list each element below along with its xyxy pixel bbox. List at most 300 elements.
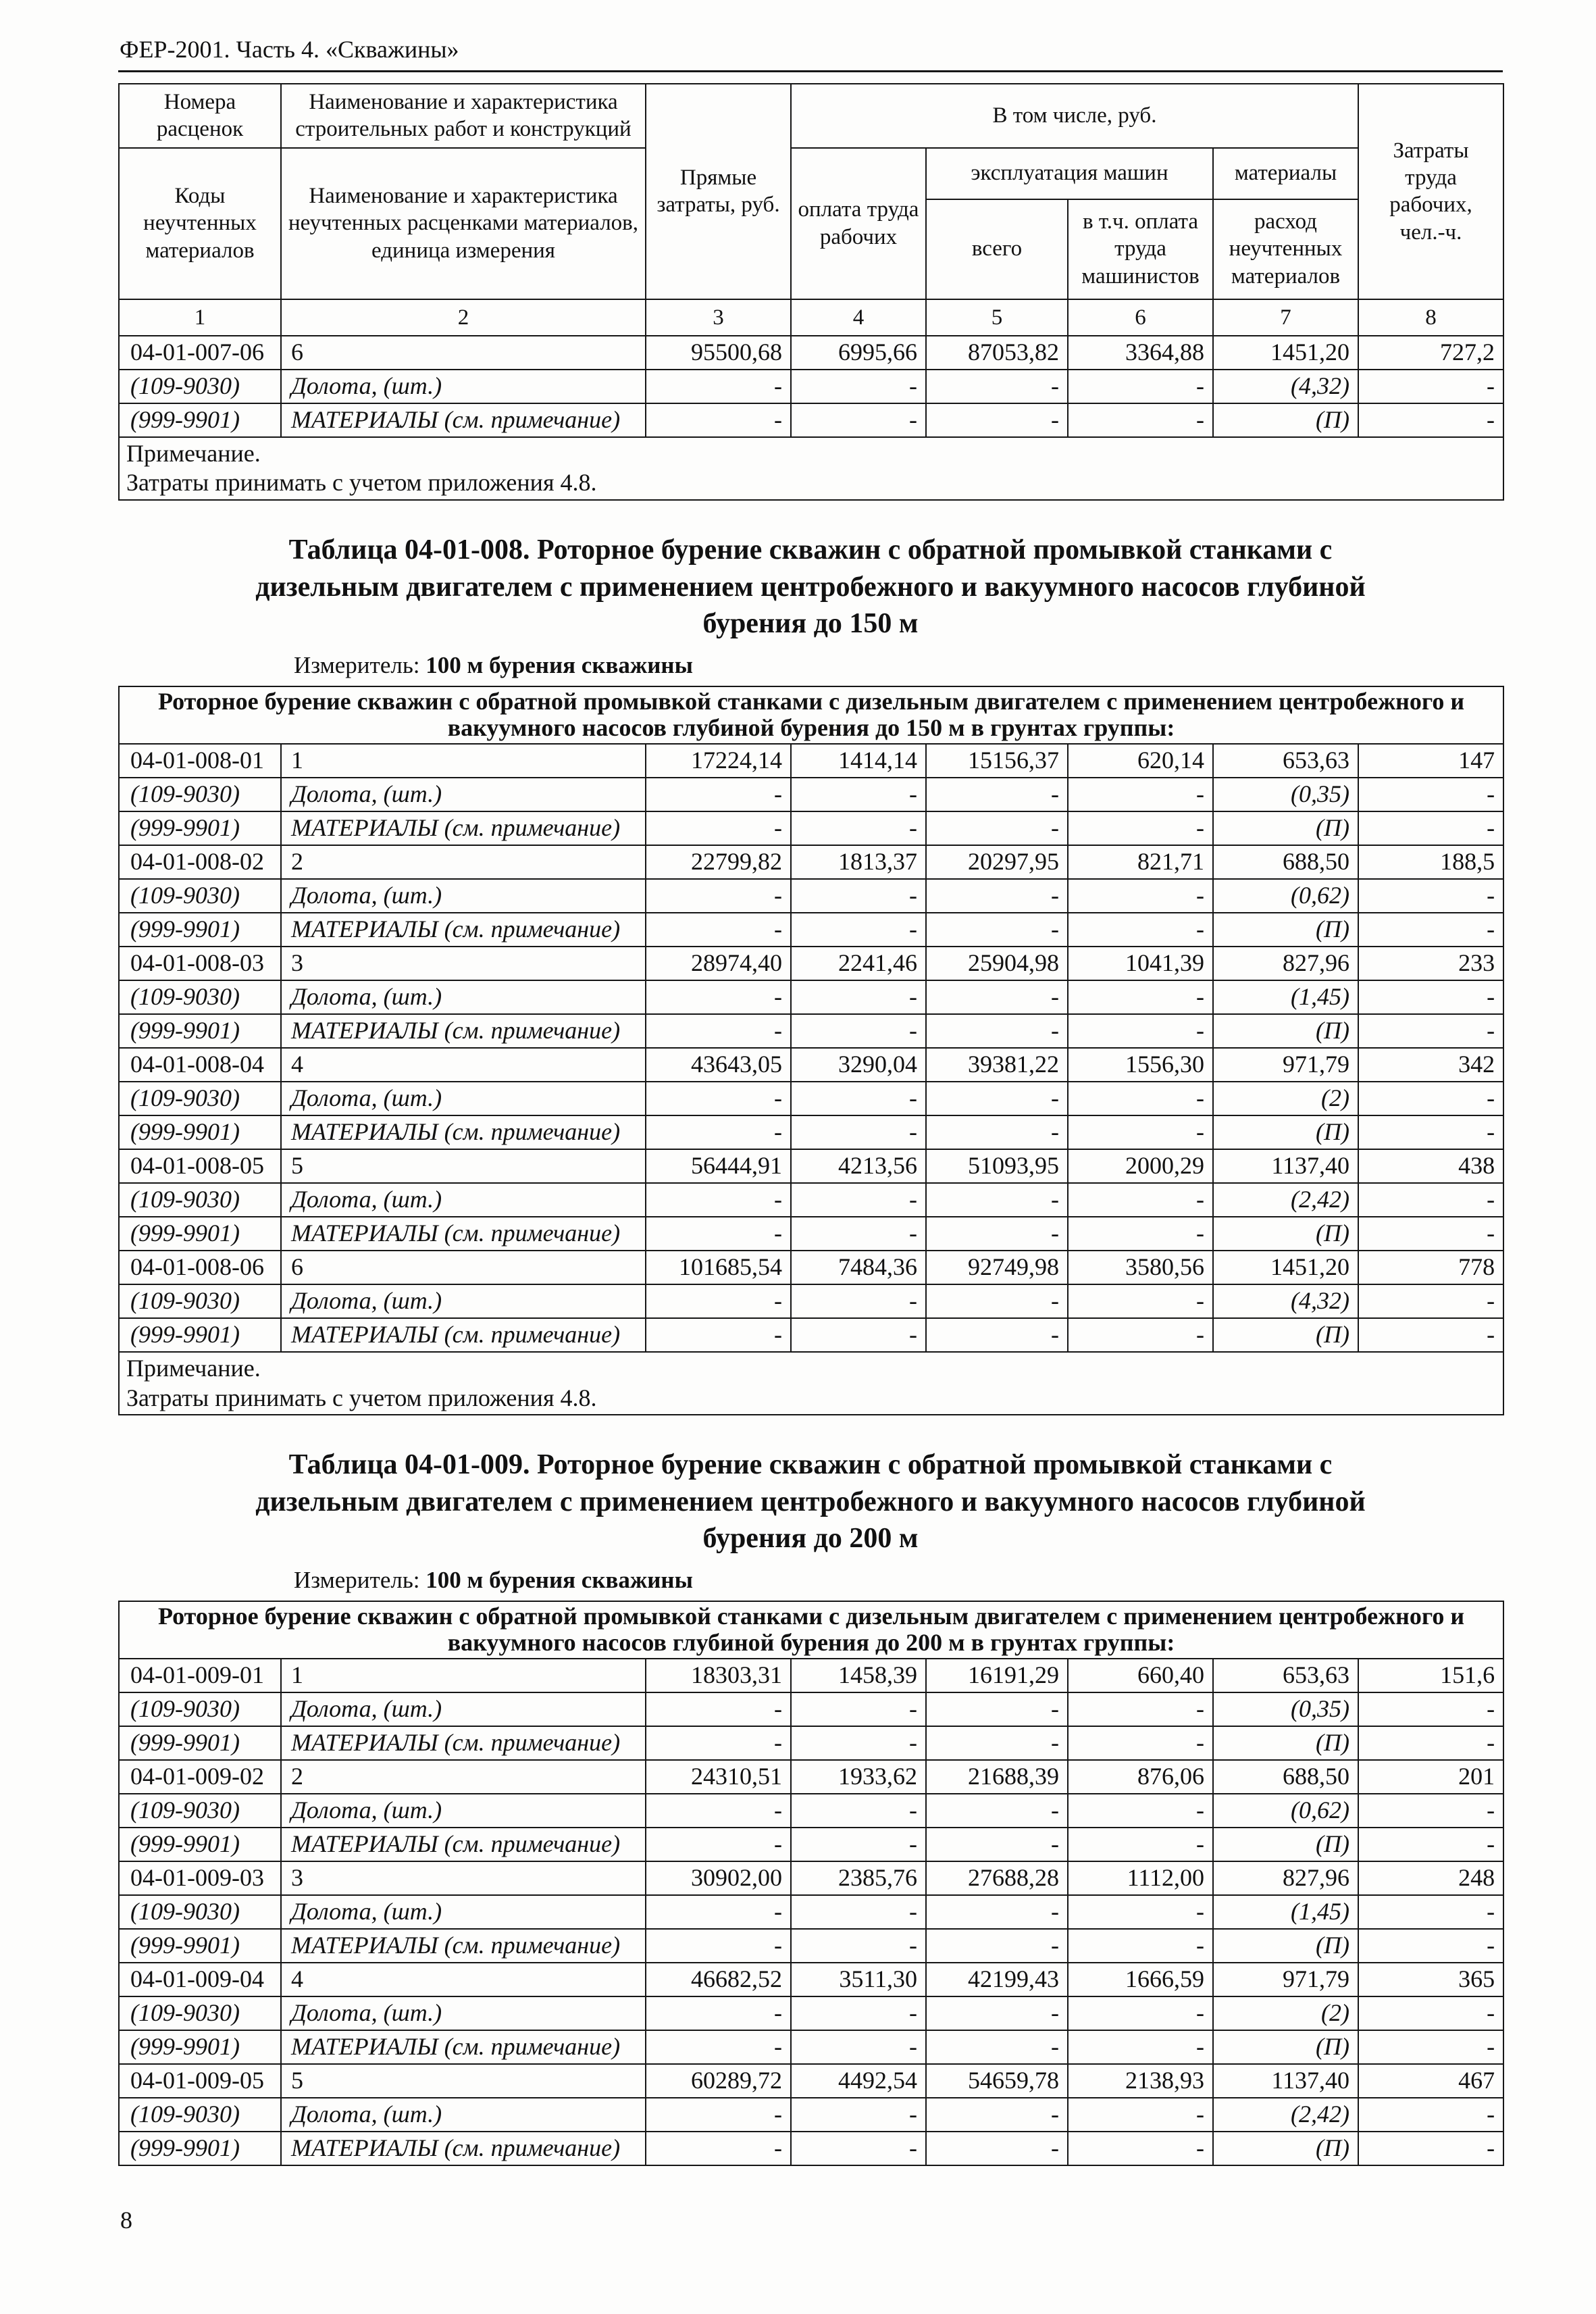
measure-label: Измеритель: [294, 651, 420, 678]
labor-hours-cell: - [1358, 2030, 1503, 2064]
rate-code-cell: 04-01-007-06 [119, 336, 281, 370]
machines-total-cell: 25904,98 [926, 947, 1068, 980]
rate-code-cell: (109-9030) [119, 1996, 281, 2030]
labor-hours-cell: - [1358, 1318, 1503, 1352]
materials-cell: 971,79 [1213, 1048, 1358, 1082]
machinists-pay-cell: - [1068, 1014, 1213, 1048]
rates-table-009 [118, 1601, 1504, 2166]
labor-hours-cell: - [1358, 1794, 1503, 1828]
direct-costs-cell: - [646, 403, 791, 437]
table-009-measure [294, 1567, 1503, 1594]
labor-hours-cell: 188,5 [1358, 845, 1503, 879]
work-name-cell: 1 [281, 744, 646, 778]
materials-cell: (2) [1213, 1996, 1358, 2030]
labor-hours-cell: - [1358, 1284, 1503, 1318]
rate-code-cell: 04-01-008-02 [119, 845, 281, 879]
unaccounted-material-row [119, 1828, 1503, 1861]
unaccounted-material-row [119, 778, 1503, 811]
direct-costs-cell: - [646, 1895, 791, 1929]
materials-cell: (П) [1213, 2030, 1358, 2064]
labor-pay-cell: 3290,04 [791, 1048, 926, 1082]
rate-row [119, 1149, 1503, 1183]
rate-row [119, 1251, 1503, 1284]
unaccounted-material-row [119, 1115, 1503, 1149]
work-name-cell: Долота, (шт.) [281, 1692, 646, 1726]
direct-costs-cell: 60289,72 [646, 2064, 791, 2098]
labor-hours-header: Затраты труда рабочих, чел.-ч. [1358, 84, 1503, 299]
labor-hours-cell: 467 [1358, 2064, 1503, 2098]
work-name-cell: МАТЕРИАЛЫ (см. примечание) [281, 1014, 646, 1048]
labor-hours-cell: - [1358, 1692, 1503, 1726]
work-name-cell: МАТЕРИАЛЫ (см. примечание) [281, 2030, 646, 2064]
unaccounted-material-row [119, 370, 1503, 403]
direct-costs-cell: - [646, 1929, 791, 1963]
machinists-pay-cell: 1666,59 [1068, 1963, 1213, 1996]
labor-pay-cell: 6995,66 [791, 336, 926, 370]
materials-cell: (П) [1213, 2132, 1358, 2165]
rate-row [119, 1760, 1503, 1794]
materials-cell: (П) [1213, 403, 1358, 437]
rate-code-cell: (999-9901) [119, 1217, 281, 1251]
labor-pay-cell: 2241,46 [791, 947, 926, 980]
direct-costs-cell: 24310,51 [646, 1760, 791, 1794]
unaccounted-material-row [119, 1726, 1503, 1760]
column-number: 4 [791, 299, 926, 336]
rate-code-cell: (109-9030) [119, 1895, 281, 1929]
rate-code-cell: (109-9030) [119, 879, 281, 913]
direct-costs-cell: - [646, 1082, 791, 1115]
direct-costs-cell: - [646, 1692, 791, 1726]
direct-costs-cell: 46682,52 [646, 1963, 791, 1996]
work-name-cell: 1 [281, 1659, 646, 1692]
unaccounted-material-row [119, 2132, 1503, 2165]
machinists-pay-cell: - [1068, 403, 1213, 437]
materials-cell: (П) [1213, 1828, 1358, 1861]
labor-hours-cell: - [1358, 370, 1503, 403]
machinists-pay-cell: 1556,30 [1068, 1048, 1213, 1082]
rate-code-cell: (999-9901) [119, 1014, 281, 1048]
labor-hours-cell: - [1358, 1929, 1503, 1963]
rate-code-cell: (999-9901) [119, 811, 281, 845]
machines-total-cell: - [926, 1828, 1068, 1861]
machinists-pay-cell: - [1068, 879, 1213, 913]
labor-pay-cell: - [791, 1082, 926, 1115]
machines-total-cell: 39381,22 [926, 1048, 1068, 1082]
machines-total-cell: 20297,95 [926, 845, 1068, 879]
materials-cell: 1451,20 [1213, 336, 1358, 370]
rate-code-cell: 04-01-009-01 [119, 1659, 281, 1692]
column-numbers-row [119, 299, 1503, 336]
machines-total-cell: 51093,95 [926, 1149, 1068, 1183]
unaccounted-material-row [119, 1895, 1503, 1929]
machinists-pay-cell: - [1068, 1828, 1213, 1861]
col1-bottom-header: Коды неучтенных материалов [119, 148, 281, 299]
rate-code-cell: (109-9030) [119, 1692, 281, 1726]
machines-total-cell: 21688,39 [926, 1760, 1068, 1794]
machinists-pay-cell: 2138,93 [1068, 2064, 1213, 2098]
labor-pay-cell: - [791, 1996, 926, 2030]
machines-total-cell: - [926, 980, 1068, 1014]
labor-pay-cell: 4213,56 [791, 1149, 926, 1183]
doc-header-text: ФЕР-2001. Часть 4. «Скважины» [120, 36, 459, 63]
rate-code-cell: (999-9901) [119, 1929, 281, 1963]
direct-costs-cell: - [646, 1183, 791, 1217]
work-name-cell: Долота, (шт.) [281, 1284, 646, 1318]
labor-hours-cell: 727,2 [1358, 336, 1503, 370]
materials-cell: (0,62) [1213, 1794, 1358, 1828]
labor-pay-cell: 1414,14 [791, 744, 926, 778]
machinists-pay-cell: - [1068, 1794, 1213, 1828]
machines-total-cell: - [926, 1284, 1068, 1318]
labor-pay-cell: - [791, 1318, 926, 1352]
labor-hours-cell: - [1358, 1014, 1503, 1048]
labor-pay-header: оплата труда рабочих [791, 148, 926, 299]
materials-cell: 827,96 [1213, 947, 1358, 980]
materials-cell: (0,62) [1213, 879, 1358, 913]
labor-pay-cell: 1933,62 [791, 1760, 926, 1794]
unaccounted-material-row [119, 1929, 1503, 1963]
work-name-cell: Долота, (шт.) [281, 980, 646, 1014]
materials-cell: 653,63 [1213, 1659, 1358, 1692]
materials-cell: 971,79 [1213, 1963, 1358, 1996]
work-name-cell: МАТЕРИАЛЫ (см. примечание) [281, 403, 646, 437]
direct-costs-cell: - [646, 1318, 791, 1352]
column-number: 2 [281, 299, 646, 336]
rate-code-cell: (109-9030) [119, 980, 281, 1014]
labor-hours-cell: - [1358, 811, 1503, 845]
col1-top-header: Номера расценок [119, 84, 281, 148]
machinists-pay-header: в т.ч. оплата труда машинистов [1068, 199, 1213, 299]
rate-code-cell: 04-01-009-04 [119, 1963, 281, 1996]
note-text: Затраты принимать с учетом приложения 4.8. [126, 1384, 597, 1411]
rate-code-cell: (109-9030) [119, 2098, 281, 2132]
materials-cell: (2,42) [1213, 1183, 1358, 1217]
machinists-pay-cell: - [1068, 2132, 1213, 2165]
machines-total-cell: - [926, 403, 1068, 437]
machinists-pay-cell: - [1068, 913, 1213, 947]
labor-hours-cell: - [1358, 1082, 1503, 1115]
machines-total-cell: 15156,37 [926, 744, 1068, 778]
materials-cell: (П) [1213, 811, 1358, 845]
direct-costs-cell: - [646, 913, 791, 947]
machinists-pay-cell: - [1068, 1895, 1213, 1929]
rate-row [119, 845, 1503, 879]
labor-hours-cell: - [1358, 403, 1503, 437]
machinists-pay-cell: 620,14 [1068, 744, 1213, 778]
work-name-cell: 3 [281, 1861, 646, 1895]
machinists-pay-cell: 3580,56 [1068, 1251, 1213, 1284]
machinists-pay-cell: - [1068, 1692, 1213, 1726]
rate-code-cell: (999-9901) [119, 403, 281, 437]
rate-row [119, 1659, 1503, 1692]
machines-total-cell: - [926, 2098, 1068, 2132]
column-number: 5 [926, 299, 1068, 336]
labor-pay-cell: - [791, 1794, 926, 1828]
unaccounted-material-row [119, 913, 1503, 947]
rates-body-007 [119, 336, 1503, 437]
unaccounted-material-row [119, 1996, 1503, 2030]
labor-pay-cell: - [791, 1284, 926, 1318]
unaccounted-material-row [119, 1794, 1503, 1828]
labor-pay-cell: - [791, 1692, 926, 1726]
work-name-cell: 4 [281, 1048, 646, 1082]
machines-group-header: эксплуатация машин [926, 148, 1213, 199]
rates-table-007 [118, 83, 1504, 501]
note-body-007 [119, 437, 1503, 500]
work-name-cell: Долота, (шт.) [281, 1895, 646, 1929]
rate-code-cell: (999-9901) [119, 1115, 281, 1149]
measure-value: 100 м бурения скважины [426, 1566, 693, 1593]
machinists-pay-cell: 3364,88 [1068, 336, 1213, 370]
rate-code-cell: 04-01-008-01 [119, 744, 281, 778]
work-name-cell: 4 [281, 1963, 646, 1996]
direct-costs-cell: 22799,82 [646, 845, 791, 879]
materials-cell: (П) [1213, 913, 1358, 947]
work-name-cell: 6 [281, 1251, 646, 1284]
machines-total-cell: - [926, 1318, 1068, 1352]
rate-code-cell: (109-9030) [119, 1794, 281, 1828]
machines-total-cell: - [926, 1929, 1068, 1963]
direct-costs-cell: - [646, 1014, 791, 1048]
machinists-pay-cell: 660,40 [1068, 1659, 1213, 1692]
work-name-cell: Долота, (шт.) [281, 1794, 646, 1828]
machines-total-cell: - [926, 1082, 1068, 1115]
work-name-cell: Долота, (шт.) [281, 778, 646, 811]
labor-pay-cell: 2385,76 [791, 1861, 926, 1895]
direct-costs-cell: - [646, 2030, 791, 2064]
machinists-pay-cell: - [1068, 980, 1213, 1014]
machines-total-cell: - [926, 1183, 1068, 1217]
labor-pay-cell: 1813,37 [791, 845, 926, 879]
work-name-cell: МАТЕРИАЛЫ (см. примечание) [281, 811, 646, 845]
unaccounted-material-row [119, 879, 1503, 913]
labor-hours-cell: 147 [1358, 744, 1503, 778]
labor-hours-cell: - [1358, 1217, 1503, 1251]
machines-total-cell: - [926, 1794, 1068, 1828]
rate-code-cell: 04-01-009-02 [119, 1760, 281, 1794]
materials-cell: 688,50 [1213, 1760, 1358, 1794]
work-name-cell: МАТЕРИАЛЫ (см. примечание) [281, 913, 646, 947]
machinists-pay-cell: 2000,29 [1068, 1149, 1213, 1183]
machinists-pay-cell: - [1068, 2098, 1213, 2132]
materials-consumption-header: расход неучтенных материалов [1213, 199, 1358, 299]
rate-code-cell: 04-01-009-03 [119, 1861, 281, 1895]
machines-total-cell: 54659,78 [926, 2064, 1068, 2098]
direct-costs-cell: - [646, 1828, 791, 1861]
labor-pay-cell: - [791, 1115, 926, 1149]
labor-hours-cell: - [1358, 879, 1503, 913]
unaccounted-material-row [119, 1284, 1503, 1318]
labor-pay-cell: 3511,30 [791, 1963, 926, 1996]
direct-costs-cell: - [646, 1115, 791, 1149]
labor-hours-cell: 248 [1358, 1861, 1503, 1895]
labor-hours-cell: 365 [1358, 1963, 1503, 1996]
labor-pay-cell: - [791, 1014, 926, 1048]
materials-group-header: материалы [1213, 148, 1358, 199]
labor-hours-cell: 151,6 [1358, 1659, 1503, 1692]
rate-code-cell: (999-9901) [119, 1726, 281, 1760]
machines-total-cell: 92749,98 [926, 1251, 1068, 1284]
work-name-cell: МАТЕРИАЛЫ (см. примечание) [281, 1217, 646, 1251]
materials-cell: 1137,40 [1213, 1149, 1358, 1183]
machinists-pay-cell: 1041,39 [1068, 947, 1213, 980]
work-name-cell: МАТЕРИАЛЫ (см. примечание) [281, 1929, 646, 1963]
labor-pay-cell: - [791, 1217, 926, 1251]
labor-pay-cell: - [791, 1929, 926, 1963]
machines-total-cell: - [926, 2132, 1068, 2165]
rate-code-cell: 04-01-008-03 [119, 947, 281, 980]
materials-cell: (П) [1213, 1014, 1358, 1048]
rate-row [119, 336, 1503, 370]
note-body-008 [119, 1352, 1503, 1415]
unaccounted-material-row [119, 1014, 1503, 1048]
page-number: 8 [120, 2207, 132, 2234]
machinists-pay-cell: - [1068, 1284, 1213, 1318]
labor-pay-cell: 1458,39 [791, 1659, 926, 1692]
materials-cell: 653,63 [1213, 744, 1358, 778]
machines-total-cell: - [926, 811, 1068, 845]
materials-cell: (0,35) [1213, 1692, 1358, 1726]
direct-costs-cell: 17224,14 [646, 744, 791, 778]
rate-row [119, 2064, 1503, 2098]
materials-cell: (4,32) [1213, 1284, 1358, 1318]
rate-row [119, 744, 1503, 778]
section-header-body-008 [119, 686, 1503, 744]
machines-total-cell: - [926, 370, 1068, 403]
direct-costs-cell: - [646, 778, 791, 811]
materials-cell: (4,32) [1213, 370, 1358, 403]
labor-hours-cell: - [1358, 1726, 1503, 1760]
machines-total-cell: - [926, 1692, 1068, 1726]
machines-total-header: всего [926, 199, 1068, 299]
table-008-measure [294, 652, 1503, 679]
direct-costs-cell: 95500,68 [646, 336, 791, 370]
section-header-body-009 [119, 1601, 1503, 1659]
work-name-cell: 5 [281, 1149, 646, 1183]
work-name-cell: Долота, (шт.) [281, 1082, 646, 1115]
machines-total-cell: - [926, 1217, 1068, 1251]
materials-cell: (П) [1213, 1726, 1358, 1760]
machines-total-cell: 42199,43 [926, 1963, 1068, 1996]
rate-row [119, 1963, 1503, 1996]
section-header-009: Роторное бурение скважин с обратной промывкой станками с дизельным двигателем с применением центробежного и вакуумного насосов глубиной бурения до 200 м в грунтах группы: [119, 1601, 1503, 1659]
labor-pay-cell: - [791, 1895, 926, 1929]
materials-cell: 688,50 [1213, 845, 1358, 879]
unaccounted-material-row [119, 2098, 1503, 2132]
machines-total-cell: 16191,29 [926, 1659, 1068, 1692]
rate-row [119, 1861, 1503, 1895]
col2-bottom-header: Наименование и характеристика неучтенных расценками материалов, единица измерения [281, 148, 646, 299]
unaccounted-material-row [119, 1692, 1503, 1726]
machinists-pay-cell: 821,71 [1068, 845, 1213, 879]
column-number: 3 [646, 299, 791, 336]
labor-hours-cell: - [1358, 1115, 1503, 1149]
machinists-pay-cell: - [1068, 370, 1213, 403]
machines-total-cell: - [926, 1726, 1068, 1760]
rate-code-cell: (999-9901) [119, 2132, 281, 2165]
machines-total-cell: 87053,82 [926, 336, 1068, 370]
labor-pay-cell: - [791, 913, 926, 947]
labor-hours-cell: - [1358, 913, 1503, 947]
note-title: Примечание. [126, 1354, 261, 1382]
work-name-cell: МАТЕРИАЛЫ (см. примечание) [281, 1828, 646, 1861]
work-name-cell: 2 [281, 1760, 646, 1794]
machines-total-cell: - [926, 1014, 1068, 1048]
rate-code-cell: 04-01-008-04 [119, 1048, 281, 1082]
rates-table-008 [118, 686, 1504, 1415]
machinists-pay-cell: - [1068, 811, 1213, 845]
materials-cell: (0,35) [1213, 778, 1358, 811]
direct-costs-cell: 43643,05 [646, 1048, 791, 1082]
rate-code-cell: (109-9030) [119, 1082, 281, 1115]
machines-total-cell: - [926, 913, 1068, 947]
labor-pay-cell: - [791, 2030, 926, 2064]
machinists-pay-cell: - [1068, 1183, 1213, 1217]
table-note [119, 437, 1503, 500]
labor-pay-cell: 7484,36 [791, 1251, 926, 1284]
work-name-cell: Долота, (шт.) [281, 370, 646, 403]
materials-cell: (П) [1213, 1929, 1358, 1963]
direct-costs-cell: - [646, 2132, 791, 2165]
direct-costs-cell: 101685,54 [646, 1251, 791, 1284]
labor-hours-cell: - [1358, 1895, 1503, 1929]
labor-hours-cell: - [1358, 1828, 1503, 1861]
unaccounted-material-row [119, 980, 1503, 1014]
machinists-pay-cell: - [1068, 1115, 1213, 1149]
machines-total-cell: - [926, 2030, 1068, 2064]
direct-costs-cell: - [646, 811, 791, 845]
column-number: 1 [119, 299, 281, 336]
direct-costs-cell: - [646, 980, 791, 1014]
labor-hours-cell: - [1358, 1183, 1503, 1217]
labor-pay-cell: - [791, 778, 926, 811]
labor-pay-cell: - [791, 370, 926, 403]
materials-cell: 1137,40 [1213, 2064, 1358, 2098]
work-name-cell: МАТЕРИАЛЫ (см. примечание) [281, 1726, 646, 1760]
direct-costs-cell: - [646, 2098, 791, 2132]
unaccounted-material-row [119, 403, 1503, 437]
column-number: 6 [1068, 299, 1213, 336]
direct-costs-header: Прямые затраты, руб. [646, 84, 791, 299]
machinists-pay-cell: - [1068, 1996, 1213, 2030]
work-name-cell: Долота, (шт.) [281, 879, 646, 913]
work-name-cell: Долота, (шт.) [281, 2098, 646, 2132]
labor-hours-cell: - [1358, 2098, 1503, 2132]
direct-costs-cell: 18303,31 [646, 1659, 791, 1692]
materials-cell: (1,45) [1213, 1895, 1358, 1929]
machines-total-cell: 27688,28 [926, 1861, 1068, 1895]
labor-hours-cell: - [1358, 1996, 1503, 2030]
direct-costs-cell: 28974,40 [646, 947, 791, 980]
direct-costs-cell: - [646, 1284, 791, 1318]
materials-cell: (П) [1213, 1115, 1358, 1149]
rates-body-009 [119, 1659, 1503, 2165]
column-number: 7 [1213, 299, 1358, 336]
column-number: 8 [1358, 299, 1503, 336]
machinists-pay-cell: - [1068, 778, 1213, 811]
labor-hours-cell: 778 [1358, 1251, 1503, 1284]
note-title: Примечание. [126, 439, 261, 467]
machinists-pay-cell: - [1068, 1082, 1213, 1115]
rate-code-cell: (109-9030) [119, 370, 281, 403]
labor-hours-cell: 438 [1358, 1149, 1503, 1183]
materials-cell: (П) [1213, 1217, 1358, 1251]
unaccounted-material-row [119, 811, 1503, 845]
labor-pay-cell: 4492,54 [791, 2064, 926, 2098]
table-008-title: Таблица 04-01-008. Роторное бурение скважин с обратной промывкой станками с дизельным двигателем с применением центробежного и вакуумного насосов глубиной бурения до 150 м [255, 534, 1366, 640]
labor-pay-cell: - [791, 811, 926, 845]
materials-cell: 1451,20 [1213, 1251, 1358, 1284]
